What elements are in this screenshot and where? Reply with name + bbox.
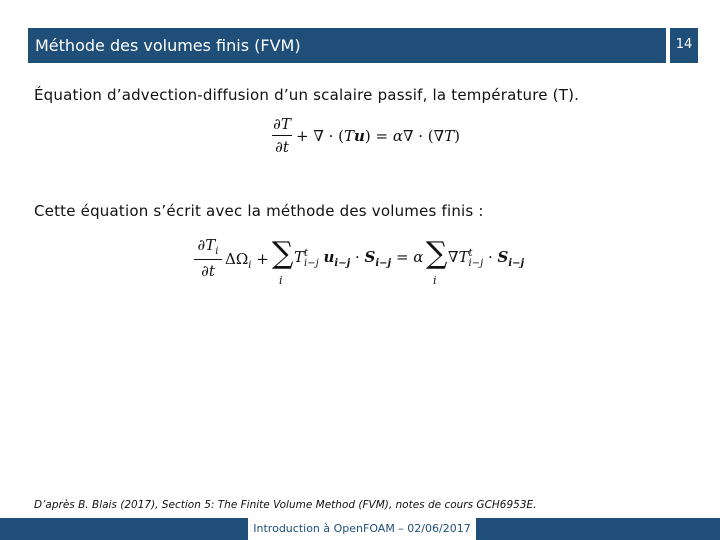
eq2-sum-1-index: i [279, 274, 283, 287]
eq2-denominator: ∂t [201, 262, 215, 280]
footer-text: Introduction à OpenFOAM – 02/06/2017 [253, 522, 471, 535]
eq1-fraction-bar [272, 135, 292, 136]
eq2-diffusion-term: $\nabla T^t_{i-j} \cdot S_{i-j}$ [448, 248, 525, 269]
eq2-sum-2: ∑ [426, 236, 448, 271]
fvm-text: Cette équation s’écrit avec la méthode des volumes finis : [34, 202, 484, 220]
eq1-rest: + ∇ · (Tu) = α∇ · (∇T) [296, 127, 460, 145]
slide-title: Méthode des volumes finis (FVM) [35, 36, 301, 55]
eq2-sum-2-index: i [433, 274, 437, 287]
footer-bar [0, 518, 720, 540]
equation-advection-diffusion [272, 115, 462, 161]
eq1-fraction [272, 115, 292, 156]
eq2-sum-1: ∑ [272, 236, 294, 271]
eq1-denominator: ∂t [275, 138, 289, 156]
citation-footnote: D’après B. Blais (2017), Section 5: The Finite Volume Method (FVM), notes de cours GCH6953E. [34, 499, 537, 511]
intro-text: Équation d’advection-diffusion d’un scalaire passif, la température (T). [34, 86, 580, 104]
eq1-numerator: ∂T [273, 115, 291, 133]
eq2-volume-term: $\Delta\Omega_i$ + [225, 250, 269, 271]
page-number-box [670, 28, 698, 63]
equation-fvm [194, 236, 534, 290]
eq2-fraction-bar [194, 259, 222, 260]
slide-title-bar [28, 28, 666, 63]
eq2-advection-term: $T^t_{i-j}$ $u_{i-j} \cdot S_{i-j} = \alpha$ [294, 248, 424, 269]
eq2-numerator: $\partial T_i$ [197, 236, 219, 257]
page-number: 14 [675, 37, 693, 52]
eq2-fraction [194, 236, 222, 280]
footer-box [248, 518, 476, 540]
